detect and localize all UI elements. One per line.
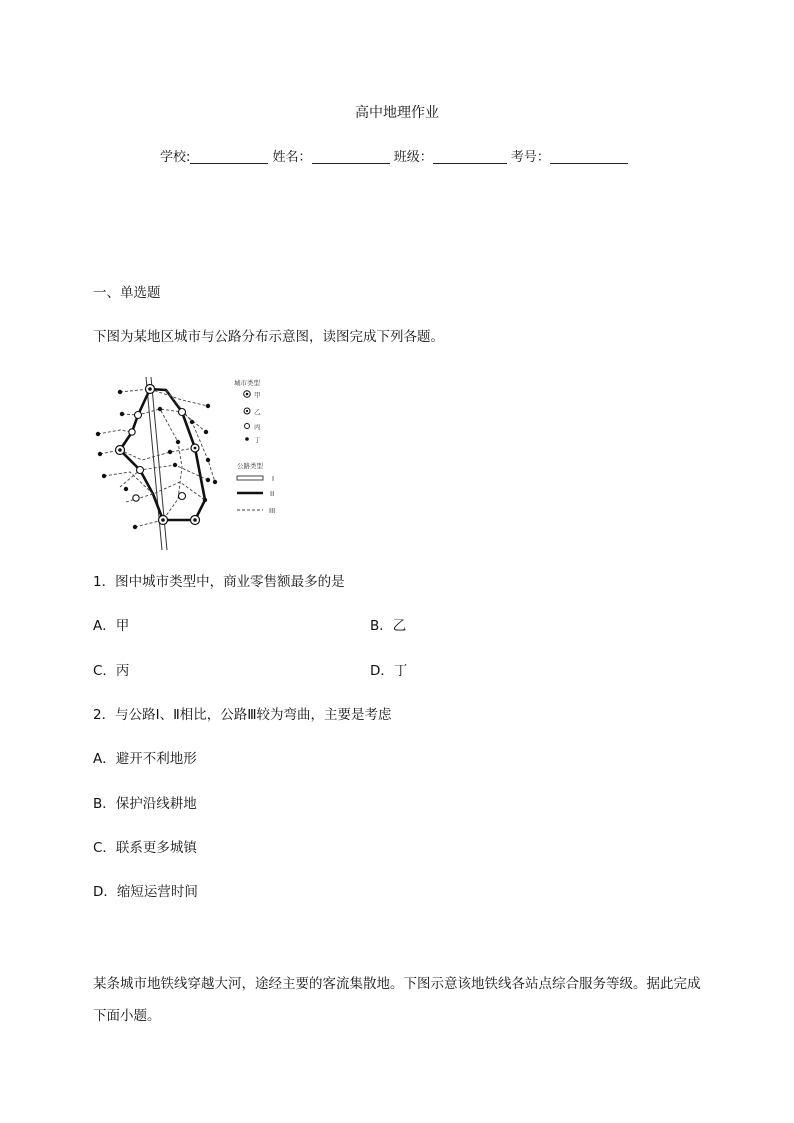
q1-option-d[interactable]: D．丁 [370,663,408,679]
legend-road-3: III [269,507,276,515]
school-blank[interactable] [190,149,268,164]
legend-road-2: II [270,490,275,498]
legend-city-4: 丁 [254,436,261,444]
legend-road-1: I [272,475,275,483]
class-label: 班级： [393,150,433,165]
city-markers [96,385,217,530]
map-legend [234,378,275,515]
class-blank[interactable] [433,149,507,164]
q2-option-d[interactable]: D．缩短运营时间 [93,884,198,900]
name-label: 姓名： [272,150,312,165]
q1-option-b[interactable]: B．乙 [370,618,407,634]
legend-city-title: 城市类型 [234,379,260,387]
section-heading: 一、单选题 [93,285,161,301]
name-blank[interactable] [312,149,390,164]
intro-text: 下图为某地区城市与公路分布示意图，读图完成下列各题。 [93,329,444,345]
legend-road-title: 公路类型 [237,462,263,470]
student-info-line [160,146,628,165]
page-title: 高中地理作业 [355,105,439,121]
legend-city-3: 丙 [254,423,261,431]
q1-option-c[interactable]: C．丙 [93,663,130,679]
legend-city-1: 甲 [254,391,261,399]
exam-number-label: 考号： [510,150,550,165]
q2-option-c[interactable]: C．联系更多城镇 [93,840,197,856]
q2-option-a[interactable]: A．避开不利地形 [93,751,197,767]
legend-city-2: 乙 [254,408,261,416]
question-2-stem: 2．与公路Ⅰ、Ⅱ相比，公路Ⅲ较为弯曲，主要是考虑 [93,707,392,723]
subway-intro-paragraph: 某条城市地铁线穿越大河，途经主要的客流集散地。下图示意该地铁线各站点综合服务等级。据此完成下面小题。 [93,976,701,1024]
q2-option-b[interactable]: B．保护沿线耕地 [93,796,197,812]
school-label: 学校: [160,150,191,165]
city-road-map-figure [90,372,300,552]
q1-option-a[interactable]: A．甲 [93,618,130,634]
exam-number-blank[interactable] [550,149,628,164]
question-1-stem: 1．图中城市类型中，商业零售额最多的是 [93,574,345,590]
